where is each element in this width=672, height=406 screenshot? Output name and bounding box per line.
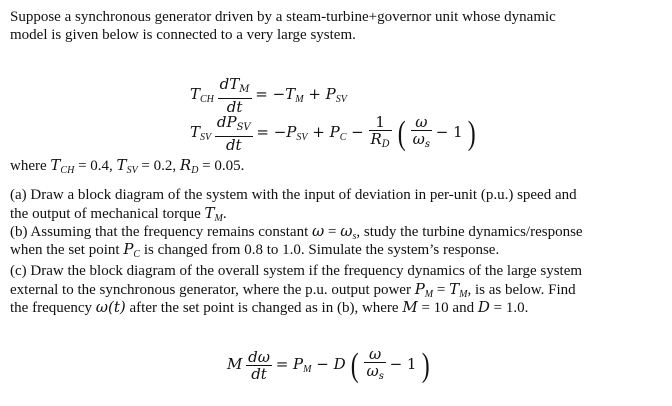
eq2-droop-fraction: $\frac{1}{R_D}$ [370, 113, 390, 150]
eq2-right-paren: ) [468, 114, 477, 152]
intro-line-1: Suppose a synchronous generator driven by a steam-turbine+governor unit whose dynamic [10, 9, 556, 25]
part-a-line-1: (a) Draw a block diagram of the system with the input of deviation in per-unit (p.u.) speed and [10, 187, 577, 203]
eq3-left-paren: ( [351, 346, 360, 384]
part-c-line-1: (c) Draw the block diagram of the overall system if the frequency dynamics of the large system [10, 263, 583, 279]
equation-turbine: $T_{CH}$ $\frac{dT_M}{dt}$ = $-T_M + P_{SV}$ [190, 75, 347, 116]
intro-line-2: model is given below is connected to a very large system. [10, 27, 356, 43]
part-a-line-2: the output of mechanical torque $T_M$. [10, 204, 227, 224]
part-c-line-2: external to the synchronous generator, where the p.u. output power $P_M = T_M$, is as below. Find [10, 280, 576, 300]
equation-governor: $T_{SV}$ $\frac{dP_{SV}}{dt}$ = $-P_{SV} + P_C$ − $\frac{1}{R_D}$ ( $\frac{\omega}{\omega_s}$ − 1 ) [190, 113, 477, 154]
eq2-omega-fraction: $\frac{\omega}{\omega_s}$ [412, 113, 431, 150]
eq3-right-paren: ) [421, 346, 430, 384]
part-b-line-2: when the set point $P_C$ is changed from 0.8 to 1.0. Simulate the system’s response. [10, 240, 500, 260]
parameter-values: where $T_{CH} = 0.4$, $T_{SV} = 0.2$, $R_D = 0.05$. [10, 156, 245, 176]
eq3-omega-fraction: $\frac{\omega}{\omega_s}$ [366, 345, 384, 382]
eq2-left-paren: ( [397, 114, 406, 152]
eq2-derivative-fraction: $\frac{dP_{SV}}{dt}$ [216, 113, 251, 154]
part-c-line-3: the frequency ω(t) after the set point is changed as in (b), where M = 10 and D = 1.0. [10, 298, 529, 316]
eq3-derivative-fraction: $\frac{d\omega}{dt}$ [248, 348, 270, 383]
equation-swing: M $\frac{d\omega}{dt}$ = $P_M - D$ ( $\frac{\omega}{\omega_s}$ − 1 ) [227, 345, 430, 384]
part-b-line-1: (b) Assuming that the frequency remains constant $\omega = \omega_s$, study the turbine dynamics/response [10, 222, 583, 242]
eq1-derivative-fraction: $\frac{dT_M}{dt}$ [219, 75, 250, 116]
